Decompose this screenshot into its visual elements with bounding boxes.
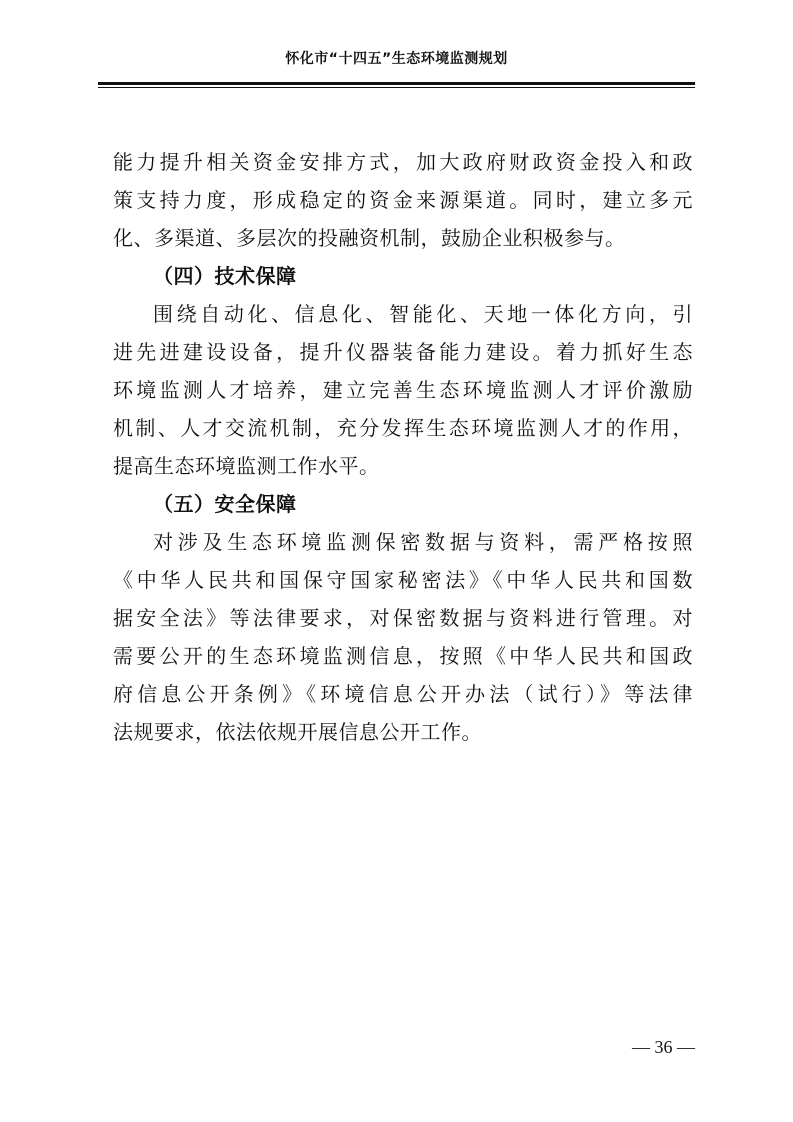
paragraph-line: 《中华人民共和国保守国家秘密法》《中华人民共和国数 [113, 568, 693, 592]
paragraph-line: 据安全法》等法律要求，对保密数据与资料进行管理。对 [113, 606, 693, 630]
running-header: 怀化市“十四五”生态环境监测规划 [285, 51, 508, 67]
header-rule-thin [98, 87, 695, 88]
paragraph-line: 策支持力度，形成稳定的资金来源渠道。同时，建立多元 [113, 188, 693, 212]
paragraph-line: 进先进建设设备，提升仪器装备能力建设。着力抓好生态 [113, 340, 693, 364]
header-rule-thick [98, 82, 695, 85]
section-heading-technical-support: （四）技术保障 [153, 264, 297, 288]
paragraph-line: 提高生态环境监测工作水平。 [113, 454, 380, 478]
paragraph-line: 环境监测人才培养，建立完善生态环境监测人才评价激励 [113, 378, 693, 402]
paragraph-line: 能力提升相关资金安排方式，加大政府财政资金投入和政 [113, 150, 693, 174]
paragraph-line: 围绕自动化、信息化、智能化、天地一体化方向，引 [153, 302, 693, 326]
paragraph-line: 化、多渠道、多层次的投融资机制，鼓励企业积极参与。 [113, 226, 626, 250]
paragraph-line: 法规要求，依法依规开展信息公开工作。 [113, 720, 482, 744]
section-heading-security-support: （五）安全保障 [153, 492, 297, 516]
paragraph-line: 机制、人才交流机制，充分发挥生态环境监测人才的作用， [113, 416, 693, 440]
body-text [113, 143, 693, 751]
page-number: — 36 — [632, 1037, 695, 1057]
paragraph-line: 需要公开的生态环境监测信息，按照《中华人民共和国政 [113, 644, 693, 668]
paragraph-line: 对涉及生态环境监测保密数据与资料，需严格按照 [153, 530, 693, 554]
paragraph-line: 府信息公开条例》《环境信息公开办法（试行）》等法律 [113, 682, 693, 706]
